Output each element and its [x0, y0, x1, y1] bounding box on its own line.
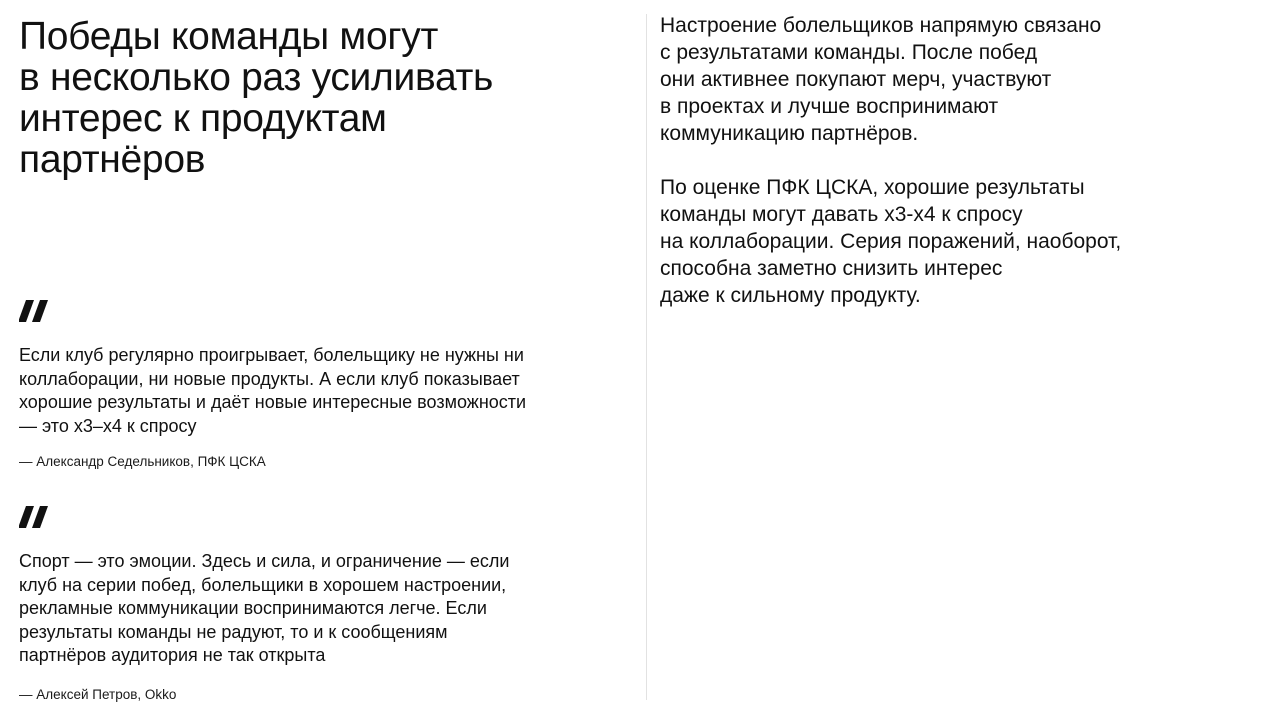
quote-line: коллаборации, ни новые продукты. А если клуб показывает	[19, 368, 520, 389]
column-divider	[646, 14, 647, 700]
paragraph-line: Настроение болельщиков напрямую связано	[660, 14, 1102, 37]
body-paragraph	[660, 174, 1260, 309]
paragraph-line: они активнее покупают мерч, участвуют	[660, 68, 1052, 91]
quote-block	[19, 506, 619, 703]
paragraph-line: на коллаборации. Серия поражений, наоборот,	[660, 230, 1122, 253]
headline	[19, 16, 493, 180]
paragraph-line: в проектах и лучше воспринимают	[660, 95, 999, 118]
headline-line: Победы команды могут	[19, 15, 439, 58]
left-column	[19, 0, 619, 718]
paragraph-line: способна заметно снизить интерес	[660, 257, 1003, 280]
quote-block	[19, 300, 619, 470]
quote-line: — это х3–х4 к спросу	[19, 415, 197, 436]
paragraph-line: даже к сильному продукту.	[660, 284, 921, 307]
quote-line: Если клуб регулярно проигрывает, болельщику не нужны ни	[19, 345, 524, 365]
headline-line: в несколько раз усиливать	[19, 56, 494, 99]
quote-line: клуб на серии побед, болельщики в хорошем настроении,	[19, 574, 507, 595]
paragraph-line: По оценке ПФК ЦСКА, хорошие результаты	[660, 176, 1085, 199]
quote-mark-icon	[19, 300, 59, 330]
quote-text	[19, 550, 619, 668]
quote-text	[19, 344, 619, 438]
paragraph-line: с результатами команды. После побед	[660, 41, 1038, 64]
headline-line: партнёров	[19, 138, 206, 181]
quote-attribution: — Алексей Петров, Okko	[19, 686, 177, 702]
right-column	[660, 12, 1260, 309]
quote-attribution: — Александр Седельников, ПФК ЦСКА	[19, 454, 266, 469]
body-paragraph	[660, 12, 1260, 147]
quote-line: результаты команды не радуют, то и к сообщениям	[19, 621, 448, 642]
headline-line: интерес к продуктам	[19, 97, 387, 140]
quote-line: партнёров аудитория не так открыта	[19, 645, 326, 665]
paragraph-line: команды могут давать х3-х4 к спросу	[660, 203, 1023, 226]
quote-line: хорошие результаты и даёт новые интересные возможности	[19, 392, 527, 412]
quote-line: Спорт — это эмоции. Здесь и сила, и ограничение — если	[19, 551, 510, 571]
quote-mark-icon	[19, 506, 59, 536]
quote-line: рекламные коммуникации воспринимаются легче. Если	[19, 598, 487, 618]
paragraph-line: коммуникацию партнёров.	[660, 122, 919, 145]
